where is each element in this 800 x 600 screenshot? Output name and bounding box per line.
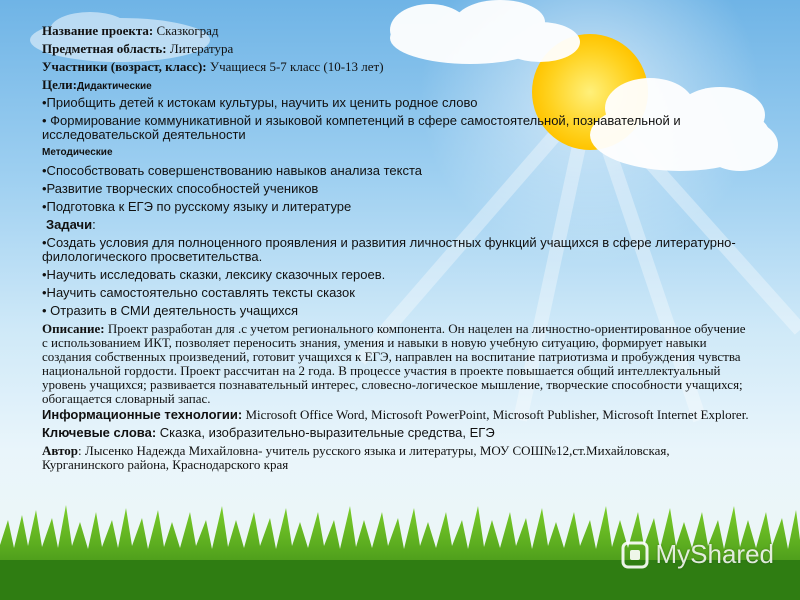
participants-label: Участники (возраст, класс):: [42, 59, 207, 74]
it-line: [42, 408, 752, 422]
methodical-label: Методические: [42, 147, 113, 158]
task-item: •Научить самостоятельно составлять тексты сказок: [42, 285, 355, 300]
task-item: •Создать условия для полноценного проявления и развития личностных функций учащихся в сфере литературно-филологического просветительства.: [42, 235, 736, 264]
goals-line: [42, 78, 752, 94]
task-item: •Научить исследовать сказки, лексику сказочных героев.: [42, 267, 386, 282]
project-name-line: [42, 24, 752, 38]
didactic-item: •Приобщить детей к истокам культуры, научить их ценить родное слово: [42, 95, 478, 110]
subject-label: Предметная область:: [42, 41, 167, 56]
didactic-label: Дидактические: [77, 81, 152, 92]
goals-label: Цели:: [42, 77, 77, 92]
project-name-value: Сказкоград: [153, 23, 219, 38]
description-label: Описание:: [42, 321, 105, 336]
it-label: Информационные технологии:: [42, 407, 243, 422]
description-paragraph: [42, 322, 752, 406]
task-item: • Отразить в СМИ деятельность учащихся: [42, 303, 299, 318]
tasks-heading: [42, 218, 752, 232]
myshared-logo-icon: [620, 540, 650, 570]
subject-line: [42, 42, 752, 56]
description-text: Проект разработан для .с учетом регионального компонента. Он нацелен на личностно-ориентированное обучение с использованием ИКТ, позволяет переносить знания, умения и навыки в новую учебную ситуацию, формирует навыки создания собственных произведений, готовит учащихся к ЕГЭ, направлен на воспитание патриотизма и пробуждения чувства национальной гордости. Проект рассчитан на 2 года. В процессе участия в проекте повышается общий интеллектуальный уровень учащихся; развивается познавательный интерес, словесно-логическое мышление, творческие способности учащихся; обогащается словарный запас.: [42, 321, 746, 406]
tasks-label: Задачи: [46, 217, 93, 232]
tasks-colon: :: [92, 217, 96, 232]
keywords-text: Сказка, изобразительно-выразительные средства, ЕГЭ: [156, 425, 495, 440]
author-label: Автор: [42, 443, 79, 458]
didactic-item: • Формирование коммуникативной и языковой компетенций в сфере самостоятельной, познавательной и исследовательской деятельности: [42, 113, 681, 142]
subject-value: Литература: [166, 41, 234, 56]
methodical-item: •Подготовка к ЕГЭ по русскому языку и литературе: [42, 199, 352, 214]
participants-value: Учащиеся 5-7 класс (10-13 лет): [206, 59, 384, 74]
watermark-text: MyShared: [655, 539, 774, 569]
methodical-item: •Способствовать совершенствованию навыков анализа текста: [42, 163, 422, 178]
keywords-label: Ключевые слова:: [42, 425, 157, 440]
project-name-label: Название проекта:: [42, 23, 154, 38]
participants-line: [42, 60, 752, 74]
it-text: Microsoft Office Word, Microsoft PowerPoint, Microsoft Publisher, Microsoft Internet Explorer.: [242, 407, 749, 422]
keywords-line: [42, 426, 752, 440]
methodical-item: •Развитие творческих способностей учеников: [42, 181, 319, 196]
author-line: [42, 444, 752, 472]
project-card: [42, 24, 752, 476]
author-text: : Лысенко Надежда Михайловна- учитель русского языка и литературы, МОУ СОШ№12,ст.Михайловская, Курганинского района, Краснодарского края: [42, 443, 670, 472]
myshared-watermark: [620, 539, 775, 570]
